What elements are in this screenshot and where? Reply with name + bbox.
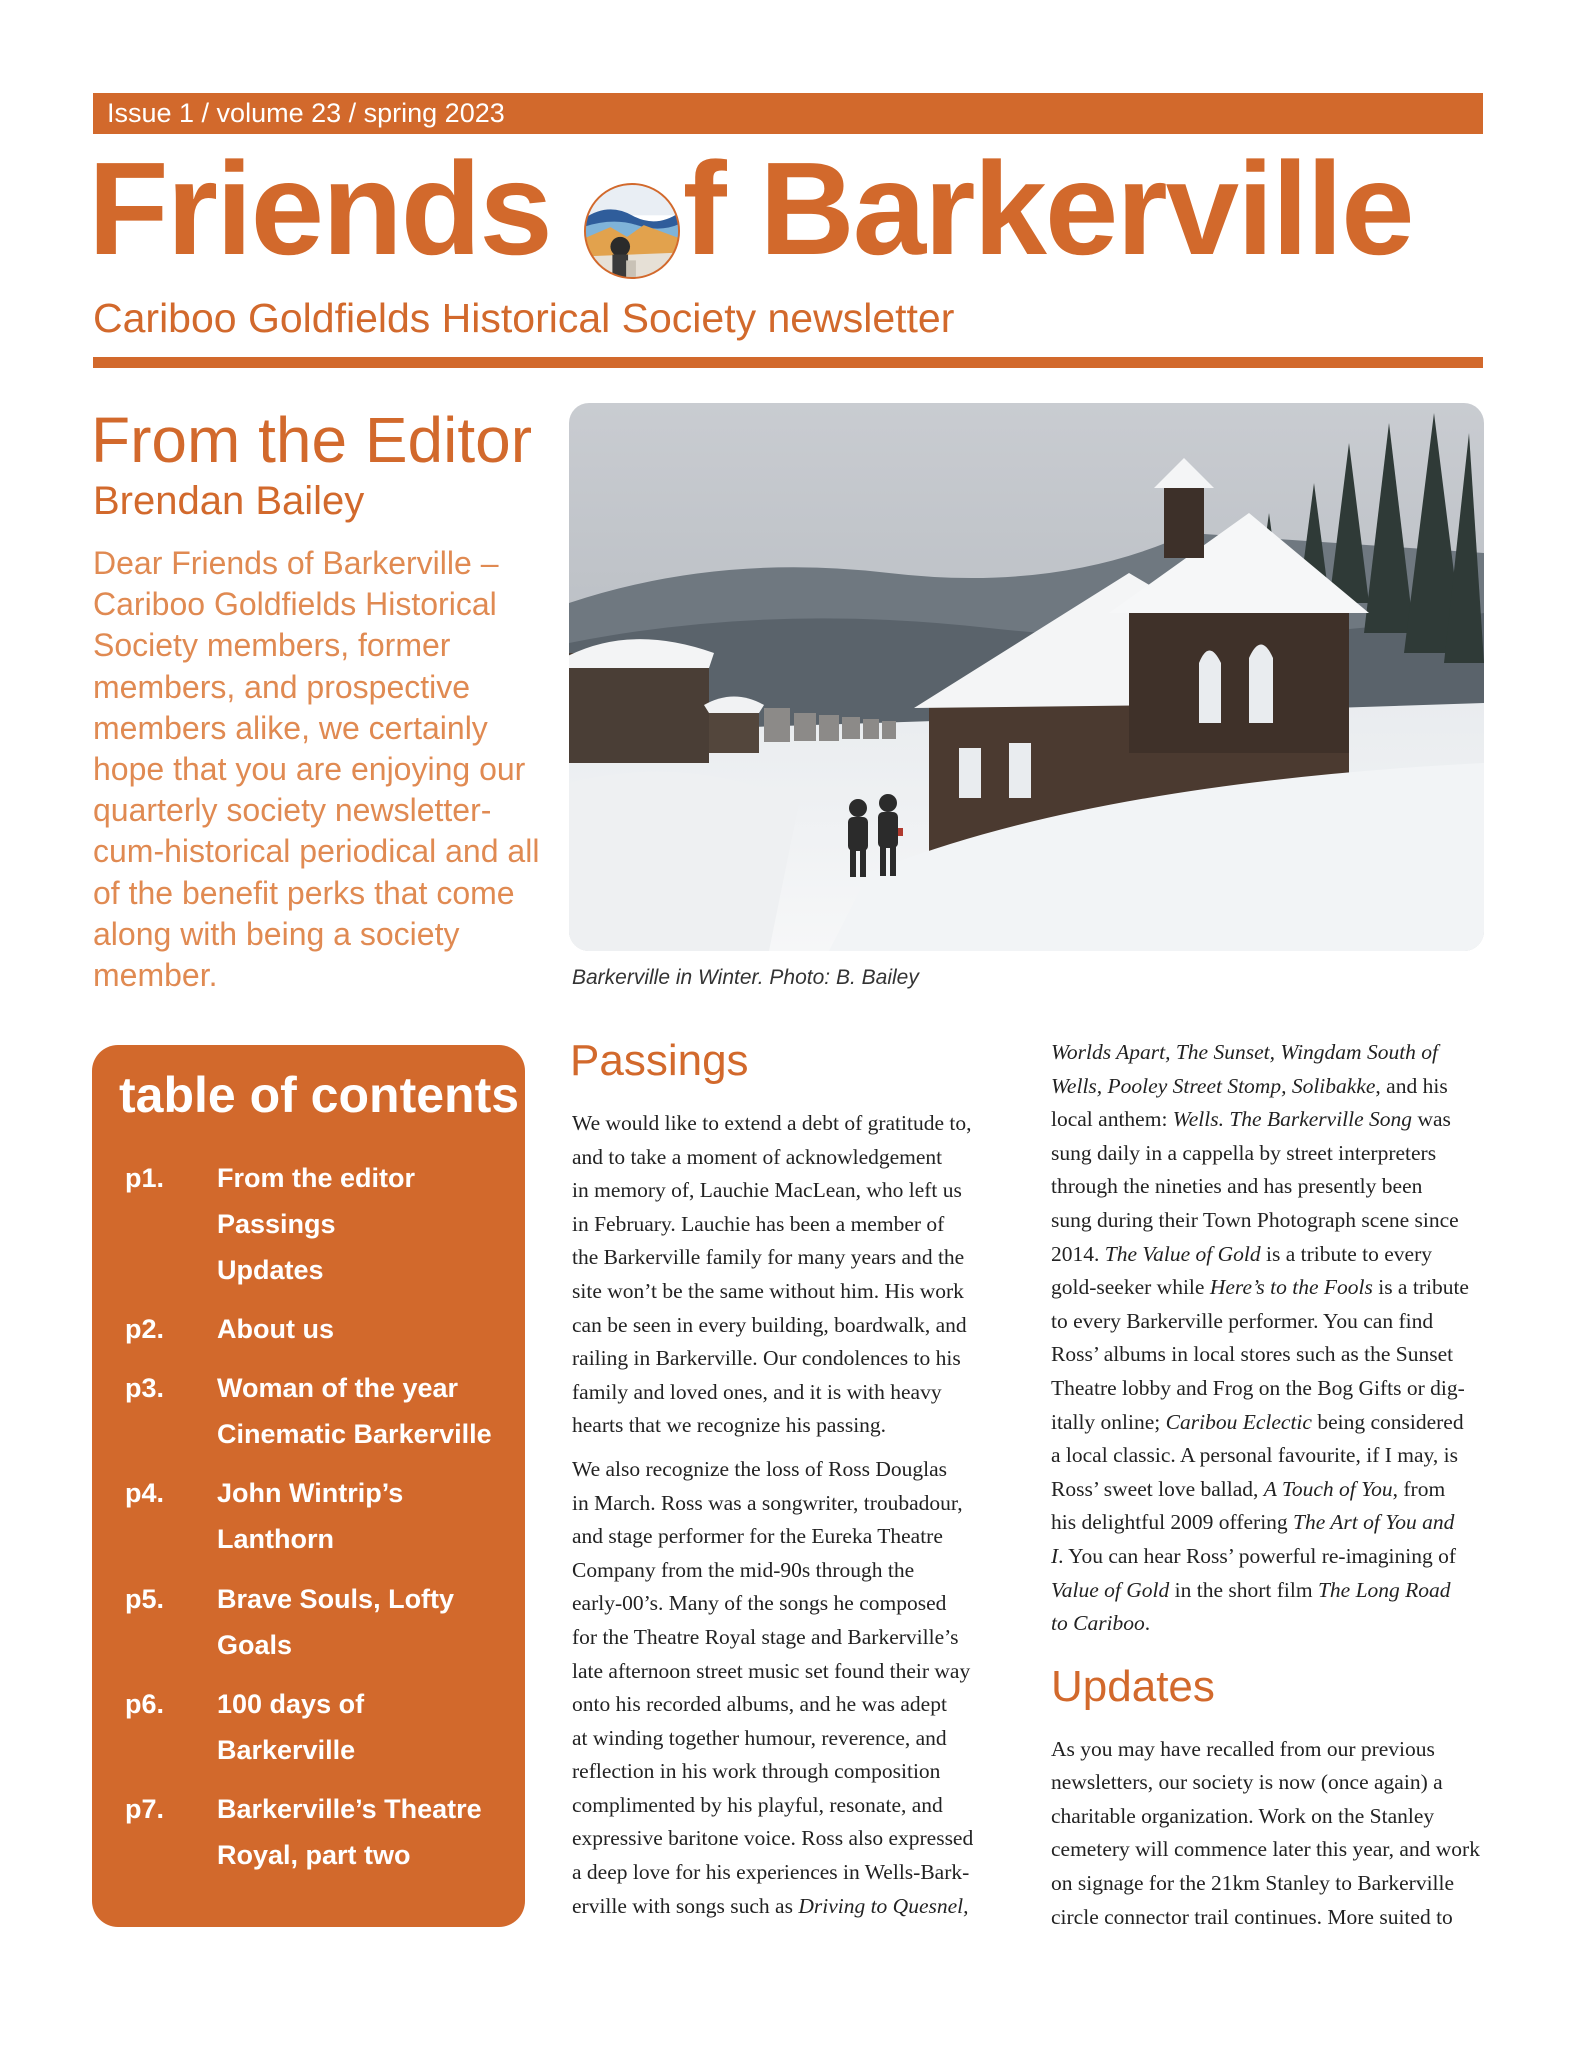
text-run: . You can hear Ross’ powerful re-imagining of — [1058, 1543, 1457, 1568]
masthead-title-part2: f Barkerville — [682, 135, 1413, 282]
text-line: for the Theatre Royal stage and Barkerville’s — [572, 1624, 959, 1649]
text-line: the Barkerville family for many years and the — [572, 1245, 965, 1270]
text-run: being considered — [1311, 1409, 1464, 1434]
text-line: expressive baritone voice. Ross also expressed — [572, 1826, 974, 1851]
toc-page-number: p5. — [125, 1584, 165, 1614]
masthead-subtitle: Cariboo Goldfields Historical Society newsletter — [93, 295, 955, 341]
issue-label: Issue 1 / volume 23 / spring 2023 — [107, 98, 505, 128]
toc-item-title[interactable]: Woman of the year — [217, 1373, 459, 1403]
toc-item-title[interactable]: Barkerville — [217, 1735, 356, 1765]
text-line: early-00’s. Many of the songs he composed — [572, 1591, 947, 1616]
toc-page-number: p2. — [125, 1314, 165, 1344]
text-line — [1051, 1506, 1491, 1540]
toc-item-title[interactable]: 100 days of — [217, 1689, 365, 1719]
toc-item-title[interactable]: From the editor — [217, 1163, 416, 1193]
text-run: was — [1412, 1107, 1451, 1132]
text-line: cemetery will commence later this year, and work — [1051, 1837, 1480, 1862]
toc-item-title[interactable]: About us — [217, 1314, 334, 1344]
passings-paragraph-1 — [572, 1107, 992, 1443]
text-line: onto his recorded albums, and he was adept — [572, 1692, 947, 1717]
text-line — [1051, 1406, 1491, 1440]
updates-article — [1051, 1733, 1491, 1935]
text-line — [1051, 1036, 1491, 1070]
text-line: We also recognize the loss of Ross Douglas — [572, 1456, 948, 1481]
text-line — [1051, 1170, 1491, 1204]
text-run: a local classic. A personal favourite, if I may, is — [1051, 1443, 1458, 1468]
text-line — [1051, 1103, 1491, 1137]
editor-heading: From the Editor — [91, 404, 533, 476]
text-line — [1051, 1338, 1491, 1372]
text-line: complimented by his playful, resonate, and — [572, 1792, 943, 1817]
text-line — [1051, 1473, 1491, 1507]
song-title: Here’s to the Fools — [1209, 1275, 1373, 1300]
toc-page-number: p6. — [125, 1689, 165, 1719]
text-run: through the nineties and has presently been — [1051, 1174, 1423, 1199]
toc-item-title[interactable]: Barkerville’s Theatre — [217, 1794, 482, 1824]
text-run: erville with songs such as — [572, 1893, 799, 1918]
photo-caption: Barkerville in Winter. Photo: B. Bailey — [572, 966, 919, 989]
text-line — [1051, 1574, 1491, 1608]
text-run: gold-seeker while — [1051, 1275, 1210, 1300]
song-title: Wells, Pooley Street Stomp, Solibakke — [1051, 1073, 1376, 1098]
text-line — [1051, 1607, 1491, 1641]
text-line: a deep love for his experiences in Wells-Bark- — [572, 1860, 970, 1885]
text-run: local anthem: — [1051, 1107, 1173, 1132]
text-line — [1051, 1372, 1491, 1406]
text-line: circle connector trail continues. More suited to — [1051, 1904, 1453, 1929]
text-line: in February. Lauchie has been a member of — [572, 1211, 945, 1236]
passings-continued-text — [1051, 1036, 1491, 1641]
text-run: to every Barkerville performer. You can find — [1051, 1308, 1434, 1333]
editor-name: Brendan Bailey — [93, 479, 365, 523]
song-title: Caribou Eclectic — [1165, 1409, 1312, 1434]
text-run: Theatre lobby and Frog on the Bog Gifts or dig- — [1051, 1375, 1465, 1400]
text-run: is a tribute to every — [1260, 1241, 1432, 1266]
toc-page-number: p3. — [125, 1373, 165, 1403]
song-title: The Art of You and — [1293, 1510, 1455, 1535]
text-run: sung daily in a cappella by street interpreters — [1051, 1140, 1437, 1165]
text-line: We would like to extend a debt of gratitude to, — [572, 1111, 972, 1135]
song-title: The Long Road — [1317, 1577, 1451, 1602]
text-line — [1051, 1271, 1491, 1305]
text-run: Ross’ sweet love ballad, — [1051, 1476, 1264, 1501]
text-line: railing in Barkerville. Our condolences to his — [572, 1346, 961, 1371]
text-line — [1051, 1070, 1491, 1104]
winter-photo — [569, 403, 1484, 951]
text-line: newsletters, our society is now (once again) a — [1051, 1770, 1443, 1795]
text-line: and stage performer for the Eureka Theatre — [572, 1524, 943, 1549]
song-title: to Cariboo — [1051, 1611, 1145, 1636]
text-line: can be seen in every building, boardwalk, and — [572, 1312, 967, 1337]
text-line: Company from the mid-90s through the — [572, 1557, 915, 1582]
updates-heading: Updates — [1051, 1661, 1215, 1711]
text-line: site won’t be the same without him. His work — [572, 1278, 964, 1303]
song-title: Value of Gold — [1051, 1577, 1170, 1602]
text-line: reflection in his work through composition — [572, 1759, 941, 1784]
passings-heading: Passings — [570, 1036, 749, 1085]
text-run: itally online; — [1051, 1409, 1166, 1434]
text-line — [1051, 1238, 1491, 1272]
text-line: late afternoon street music set found their way — [572, 1658, 971, 1683]
passings-article — [572, 1107, 992, 1923]
text-line — [1051, 1137, 1491, 1171]
header-divider — [93, 357, 1483, 368]
issue-bar — [93, 93, 1483, 134]
masthead-title — [88, 134, 1413, 284]
text-line: at winding together humour, reverence, and — [572, 1725, 947, 1750]
text-line: As you may have recalled from our previous — [1051, 1736, 1435, 1761]
text-line: hearts that we recognize his passing. — [572, 1413, 887, 1438]
text-run: is a tribute — [1372, 1275, 1469, 1300]
text-run: . — [1144, 1611, 1151, 1636]
song-title: I — [1051, 1543, 1059, 1568]
society-logo-icon — [583, 160, 681, 258]
toc-page-number: p1. — [125, 1163, 165, 1193]
text-line — [1051, 1439, 1491, 1473]
passings-paragraph-2 — [572, 1453, 992, 1923]
toc-item-title[interactable]: Updates — [217, 1255, 324, 1285]
text-line: family and loved ones, and it is with heavy — [572, 1379, 942, 1404]
text-run: sung during their Town Photograph scene since — [1051, 1207, 1459, 1232]
toc-item-title[interactable]: Brave Souls, Lofty — [217, 1584, 455, 1614]
toc-item-title[interactable]: Cinematic Barkerville — [217, 1419, 492, 1449]
text-run: Ross’ albums in local stores such as the Sunset — [1051, 1342, 1454, 1367]
text-run: 2014. — [1051, 1241, 1105, 1266]
toc-item-title[interactable]: Passings — [217, 1209, 336, 1239]
toc-item-title[interactable]: Lanthorn — [217, 1524, 334, 1554]
song-title: Driving to Quesnel, — [798, 1893, 969, 1918]
text-line: on signage for the 21km Stanley to Barkerville — [1051, 1871, 1455, 1896]
editor-letter: Dear Friends of Barkerville – Cariboo Goldfields Historical Society members, former members, and prospective members alike, we certainly hope that you are enjoying our quarterly society newsletter-cum-historical periodical and all of the benefit perks that come along with being a society member. — [93, 545, 540, 994]
text-line: and to take a moment of acknowledgement — [572, 1144, 943, 1169]
text-line: in March. Ross was a songwriter, troubadour, — [572, 1490, 963, 1515]
text-line: in memory of, Lauchie MacLean, who left us — [572, 1178, 962, 1203]
toc-item-title[interactable]: John Wintrip’s — [217, 1478, 404, 1508]
text-line — [1051, 1305, 1491, 1339]
song-title: Worlds Apart, The Sunset, Wingdam South of — [1051, 1040, 1439, 1064]
text-line — [572, 1890, 992, 1924]
text-run: in the short film — [1169, 1577, 1318, 1602]
song-title: A Touch of You — [1263, 1476, 1393, 1501]
text-run: , and his — [1375, 1073, 1448, 1098]
song-title: Wells. The Barkerville Song — [1172, 1107, 1413, 1132]
toc-page-number: p4. — [125, 1478, 165, 1508]
toc-item-title[interactable]: Royal, part two — [217, 1840, 411, 1870]
table-of-contents — [92, 1045, 525, 1927]
masthead-title-part1: Friends — [88, 135, 551, 282]
toc-item-title[interactable]: Goals — [217, 1630, 293, 1660]
text-line — [1051, 1540, 1491, 1574]
text-run: , from — [1392, 1476, 1446, 1501]
toc-heading: table of contents — [119, 1067, 520, 1123]
toc-page-number: p7. — [125, 1794, 165, 1824]
text-run: his delightful 2009 offering — [1051, 1510, 1294, 1535]
passings-continued — [1051, 1036, 1491, 1934]
text-line: charitable organization. Work on the Stanley — [1051, 1803, 1435, 1828]
song-title: The Value of Gold — [1104, 1241, 1261, 1266]
text-line — [1051, 1204, 1491, 1238]
